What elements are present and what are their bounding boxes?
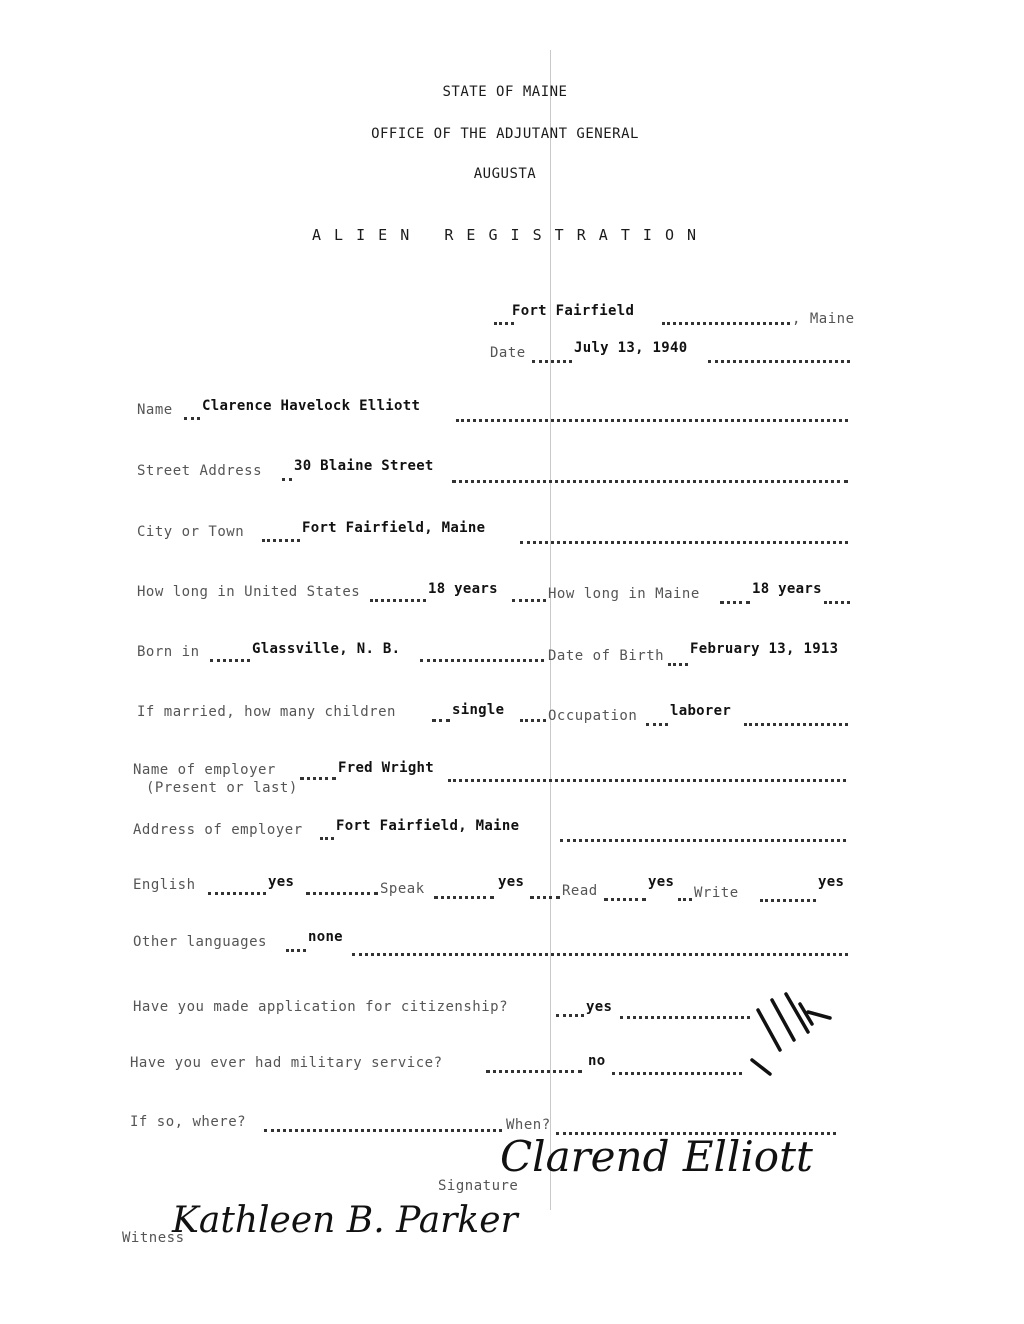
employer-value: Fred Wright [338,760,435,776]
dot-leader [184,417,200,420]
occupation-value: laborer [670,703,732,719]
dot-leader [560,839,846,842]
date-of-birth-value: February 13, 1913 [690,641,839,657]
years-maine-label: How long in Maine [548,586,700,602]
dot-leader [532,360,572,363]
name-label: Name [137,402,173,418]
read-label: Read [562,883,598,899]
dot-leader [662,322,790,325]
children-label: If married, how many children [137,704,396,720]
dot-leader [286,949,306,952]
dot-leader [678,898,692,901]
dot-leader [612,1072,742,1075]
years-maine-value: 18 years [752,581,822,597]
read-value: yes [648,874,675,890]
dot-leader [352,953,848,956]
dot-leader [708,360,850,363]
occupation-label: Occupation [548,708,638,724]
city-heading: AUGUSTA [473,166,537,182]
dot-leader [744,723,848,726]
write-value: yes [818,874,845,890]
years-us-label: How long in United States [137,584,361,600]
date-label: Date [490,345,526,361]
dot-leader [512,599,546,602]
pencil-tally-mark [750,990,850,1080]
dot-leader [306,892,378,895]
dot-leader [456,419,848,422]
military-label: Have you ever had military service? [130,1055,443,1071]
witness-label: Witness [122,1230,185,1246]
page-fold-line [550,50,551,1210]
dot-leader [432,719,450,722]
dot-leader [320,837,334,840]
speak-value: yes [498,874,525,890]
dot-leader [646,723,668,726]
other-languages-value: none [308,929,343,945]
dot-leader [420,659,544,662]
employer-label: Name of employer [133,762,276,778]
place-state-suffix: , Maine [792,311,855,327]
state-heading: STATE OF MAINE [442,84,568,100]
dot-leader [282,478,292,481]
english-value: yes [268,874,295,890]
dot-leader [370,599,426,602]
employer-address-value: Fort Fairfield, Maine [336,818,520,834]
street-address-label: Street Address [137,463,263,479]
form-title: A L I E N R E G I S T R A T I O N [311,226,699,244]
city-or-town-value: Fort Fairfield, Maine [302,520,486,536]
name-value: Clarence Havelock Elliott [202,398,421,414]
write-label: Write [694,885,739,901]
dot-leader [604,898,646,901]
military-value: no [588,1053,606,1069]
dot-leader [530,896,560,899]
dot-leader [760,899,816,902]
dot-leader [264,1129,502,1132]
dot-leader [300,777,336,780]
office-heading: OFFICE OF THE ADJUTANT GENERAL [371,126,639,142]
dot-leader [620,1016,750,1019]
applicant-signature: Clarend Elliott [500,1132,813,1181]
dot-leader [262,539,300,542]
when-label: When? [506,1117,551,1133]
date-of-birth-label: Date of Birth [548,648,665,664]
dot-leader [720,601,750,604]
witness-signature: Kathleen B. Parker [172,1200,518,1241]
citizenship-value: yes [586,999,613,1015]
employer-sublabel: (Present or last) [146,780,298,796]
dot-leader [520,719,546,722]
dot-leader [210,659,250,662]
other-languages-label: Other languages [133,934,267,950]
dot-leader [208,892,266,895]
employer-address-label: Address of employer [133,822,303,838]
years-us-value: 18 years [428,581,498,597]
dot-leader [824,601,850,604]
dot-leader [494,322,514,325]
dot-leader [452,480,848,483]
dot-leader [448,779,846,782]
place-value: Fort Fairfield [512,303,635,319]
speak-label: Speak [380,881,425,897]
signature-label: Signature [438,1178,519,1194]
dot-leader [556,1014,584,1017]
dot-leader [486,1070,582,1073]
born-in-value: Glassville, N. B. [252,641,401,657]
city-or-town-label: City or Town [137,524,245,540]
dot-leader [434,896,494,899]
citizenship-label: Have you made application for citizenship? [133,999,509,1015]
children-value: single [452,702,505,718]
where-label: If so, where? [130,1114,247,1130]
dot-leader [520,541,848,544]
date-value: July 13, 1940 [574,340,688,356]
english-label: English [133,877,196,893]
dot-leader [668,663,688,666]
born-in-label: Born in [137,644,200,660]
street-address-value: 30 Blaine Street [294,458,434,474]
